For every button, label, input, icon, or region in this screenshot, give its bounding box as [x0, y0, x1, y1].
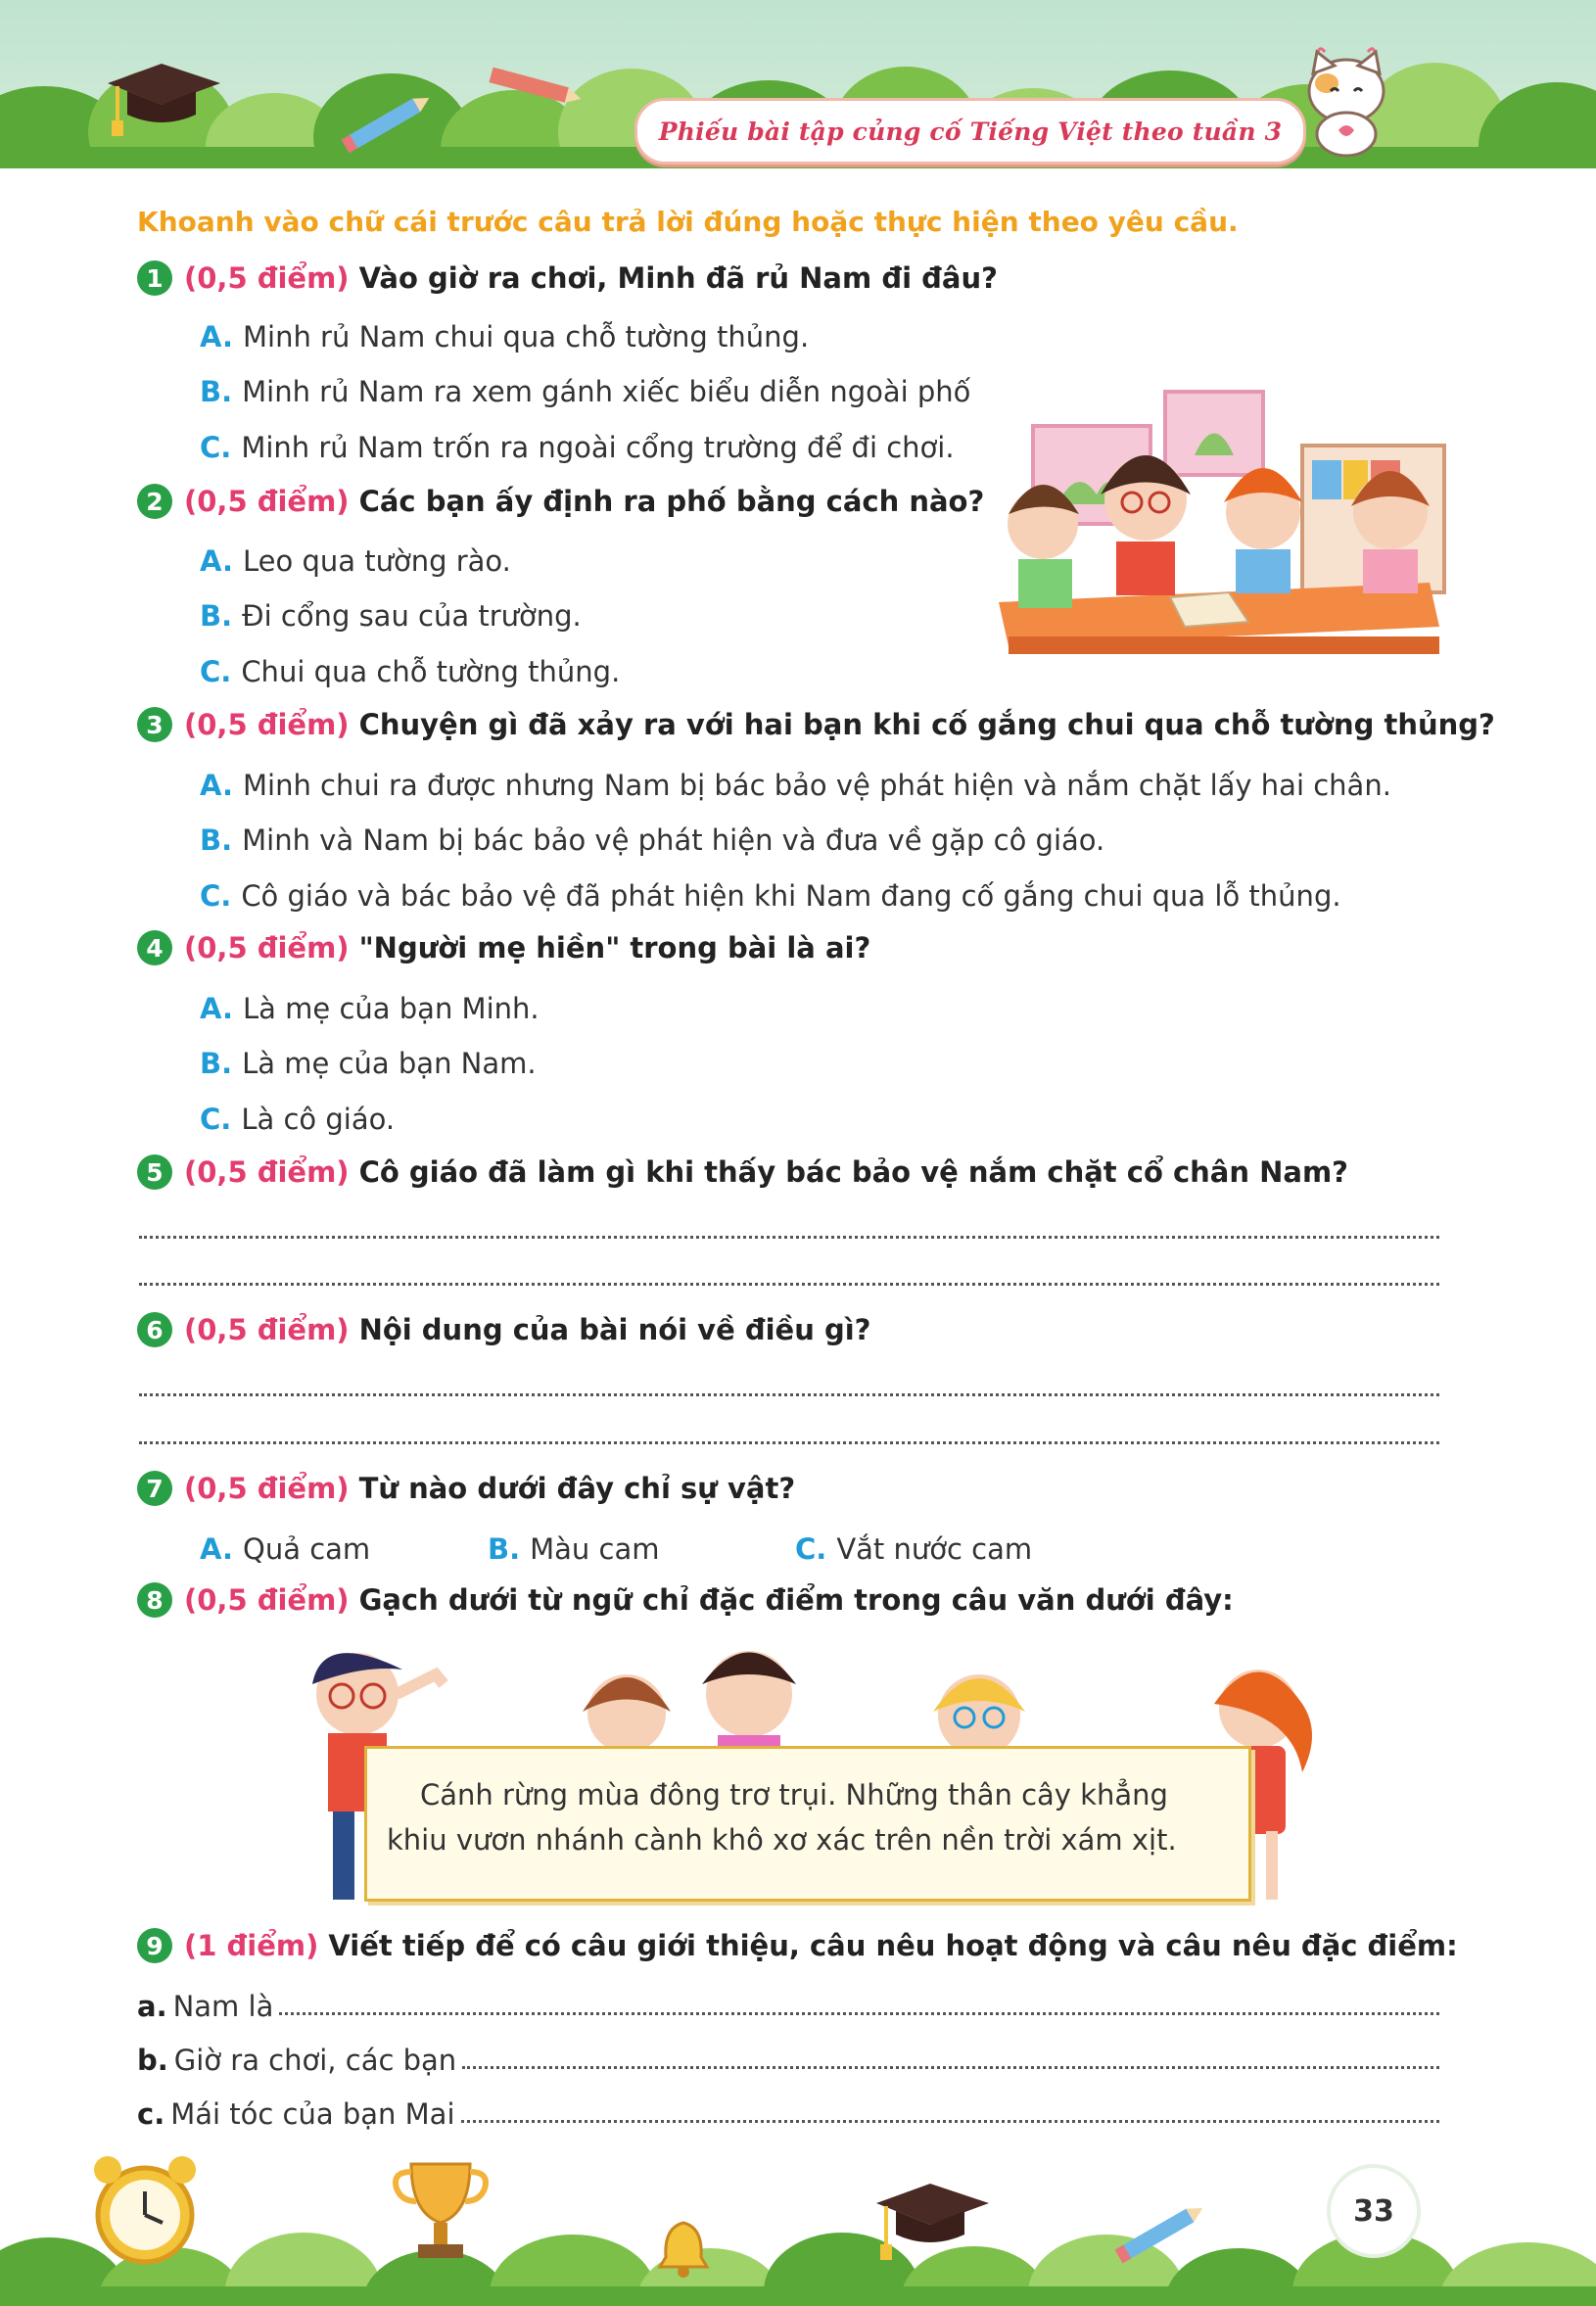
- question-points: (0,5 điểm): [184, 261, 350, 295]
- option-2c[interactable]: [200, 652, 620, 691]
- question-number: 3: [137, 707, 172, 742]
- question-9: [137, 1924, 1458, 1967]
- option-3b[interactable]: [200, 821, 1104, 860]
- page-number: 33: [1327, 2164, 1421, 2258]
- question-points: (0,5 điểm): [184, 1155, 350, 1189]
- instruction-text: Khoanh vào chữ cái trước câu trả lời đúng hoặc thực hiện theo yêu cầu.: [137, 206, 1239, 238]
- answer-line[interactable]: [461, 2120, 1439, 2123]
- question-number: 6: [137, 1312, 172, 1347]
- option-letter: A.: [200, 544, 233, 578]
- option-text: Vắt nước cam: [836, 1532, 1033, 1566]
- graduation-cap-icon: [867, 2174, 994, 2272]
- question-points: (0,5 điểm): [184, 1583, 350, 1617]
- option-text: Là mẹ của bạn Nam.: [242, 1047, 537, 1080]
- option-4c[interactable]: [200, 1100, 395, 1139]
- option-3c[interactable]: [200, 876, 1341, 916]
- option-1c[interactable]: [200, 428, 955, 467]
- option-letter: B.: [200, 599, 233, 633]
- passage-line[interactable]: khiu vươn nhánh cành khô xơ xác trên nền trời xám xịt.: [387, 1823, 1177, 1857]
- option-letter: C.: [200, 879, 232, 913]
- page-header: [0, 0, 1596, 168]
- item-prompt: Mái tóc của bạn Mai: [170, 2097, 455, 2131]
- answer-line[interactable]: [139, 1283, 1439, 1286]
- question-text: Cô giáo đã làm gì khi thấy bác bảo vệ nắm chặt cổ chân Nam?: [358, 1155, 1349, 1189]
- option-7c[interactable]: [795, 1529, 1032, 1569]
- item-letter: a.: [137, 1990, 167, 2023]
- trophy-icon: [387, 2154, 494, 2272]
- option-letter: C.: [200, 431, 232, 464]
- option-text: Minh chui ra được nhưng Nam bị bác bảo vệ phát hiện và nắm chặt lấy hai chân.: [243, 769, 1391, 802]
- option-2b[interactable]: [200, 596, 582, 635]
- header-title-banner: [634, 98, 1306, 165]
- question-4: [137, 926, 870, 969]
- fill-item-b[interactable]: [137, 2038, 1439, 2077]
- question-5: [137, 1151, 1348, 1194]
- fill-item-c[interactable]: [137, 2092, 1439, 2131]
- answer-line[interactable]: [139, 1236, 1439, 1239]
- question-text: "Người mẹ hiền" trong bài là ai?: [358, 931, 871, 965]
- question-points: (0,5 điểm): [184, 708, 350, 741]
- option-text: Màu cam: [530, 1532, 660, 1566]
- question-number: 1: [137, 260, 172, 296]
- option-letter: B.: [488, 1532, 521, 1566]
- item-letter: b.: [137, 2044, 168, 2077]
- question-number: 2: [137, 484, 172, 519]
- question-text: Viết tiếp để có câu giới thiệu, câu nêu hoạt động và câu nêu đặc điểm:: [328, 1929, 1458, 1962]
- option-4a[interactable]: [200, 989, 540, 1028]
- pencil-icon: [480, 57, 587, 116]
- question-text: Chuyện gì đã xảy ra với hai bạn khi cố gắng chui qua chỗ tường thủng?: [358, 708, 1495, 741]
- item-prompt: Giờ ra chơi, các bạn: [173, 2044, 457, 2077]
- option-text: Minh rủ Nam chui qua chỗ tường thủng.: [243, 320, 810, 353]
- question-1: [137, 257, 998, 300]
- option-text: Chui qua chỗ tường thủng.: [241, 655, 621, 688]
- option-letter: A.: [200, 992, 233, 1025]
- question-points: (1 điểm): [184, 1929, 319, 1962]
- option-text: Minh và Nam bị bác bảo vệ phát hiện và đưa về gặp cô giáo.: [242, 824, 1105, 857]
- item-prompt: Nam là: [172, 1990, 274, 2023]
- option-letter: A.: [200, 320, 233, 353]
- question-text: Nội dung của bài nói về điều gì?: [358, 1313, 871, 1346]
- option-7b[interactable]: [488, 1529, 659, 1569]
- question-8: [137, 1578, 1234, 1622]
- option-text: Cô giáo và bác bảo vệ đã phát hiện khi Nam đang cố gắng chui qua lỗ thủng.: [241, 879, 1341, 913]
- alarm-clock-icon: [86, 2144, 204, 2272]
- option-letter: C.: [200, 1103, 232, 1136]
- pencil-icon: [1106, 2193, 1214, 2272]
- question-number: 5: [137, 1154, 172, 1190]
- option-letter: A.: [200, 1532, 233, 1566]
- item-letter: c.: [137, 2097, 165, 2131]
- bell-icon: [654, 2213, 713, 2282]
- question-7: [137, 1467, 795, 1510]
- question-points: (0,5 điểm): [184, 1472, 350, 1505]
- option-text: Đi cổng sau của trường.: [242, 599, 582, 633]
- fill-item-a[interactable]: [137, 1984, 1439, 2023]
- cat-mascot-icon: [1297, 44, 1395, 157]
- option-1b[interactable]: [200, 372, 970, 411]
- option-1a[interactable]: [200, 317, 809, 356]
- option-4b[interactable]: [200, 1044, 537, 1083]
- answer-line[interactable]: [139, 1393, 1439, 1396]
- option-text: Leo qua tường rào.: [243, 544, 511, 578]
- option-letter: B.: [200, 375, 233, 408]
- option-2a[interactable]: [200, 541, 511, 581]
- option-letter: C.: [200, 655, 232, 688]
- question-text: Vào giờ ra chơi, Minh đã rủ Nam đi đâu?: [358, 261, 998, 295]
- answer-line[interactable]: [462, 2066, 1439, 2069]
- question-6: [137, 1308, 870, 1351]
- answer-line[interactable]: [279, 2012, 1439, 2015]
- pencil-icon: [333, 88, 441, 157]
- option-text: Minh rủ Nam ra xem gánh xiếc biểu diễn ngoài phố: [242, 375, 971, 408]
- option-text: Là mẹ của bạn Minh.: [243, 992, 540, 1025]
- question-text: Từ nào dưới đây chỉ sự vật?: [358, 1472, 796, 1505]
- question-text: Gạch dưới từ ngữ chỉ đặc điểm trong câu văn dưới đây:: [358, 1583, 1234, 1617]
- question-number: 7: [137, 1471, 172, 1506]
- option-letter: B.: [200, 1047, 233, 1080]
- option-letter: A.: [200, 769, 233, 802]
- question-points: (0,5 điểm): [184, 485, 350, 518]
- answer-line[interactable]: [139, 1441, 1439, 1444]
- question-points: (0,5 điểm): [184, 931, 350, 965]
- question-text: Các bạn ấy định ra phố bằng cách nào?: [358, 485, 985, 518]
- question-2: [137, 480, 984, 523]
- question-points: (0,5 điểm): [184, 1313, 350, 1346]
- option-text: Minh rủ Nam trốn ra ngoài cổng trường để đi chơi.: [241, 431, 955, 464]
- question-number: 8: [137, 1582, 172, 1618]
- option-letter: B.: [200, 824, 233, 857]
- option-letter: C.: [795, 1532, 827, 1566]
- option-text: Quả cam: [243, 1532, 371, 1566]
- classroom-illustration: [999, 387, 1449, 666]
- option-7a[interactable]: [200, 1529, 370, 1569]
- option-text: Là cô giáo.: [241, 1103, 396, 1136]
- graduation-cap-icon: [98, 54, 225, 142]
- option-3a[interactable]: [200, 766, 1391, 805]
- question-3: [137, 703, 1495, 746]
- passage-text: [387, 1772, 1229, 1862]
- passage-line[interactable]: Cánh rừng mùa đông trơ trụi. Những thân cây khẳng: [420, 1778, 1168, 1812]
- page-title: Phiếu bài tập củng cố Tiếng Việt theo tuần 3: [658, 117, 1283, 146]
- question-number: 9: [137, 1928, 172, 1963]
- question-number: 4: [137, 930, 172, 965]
